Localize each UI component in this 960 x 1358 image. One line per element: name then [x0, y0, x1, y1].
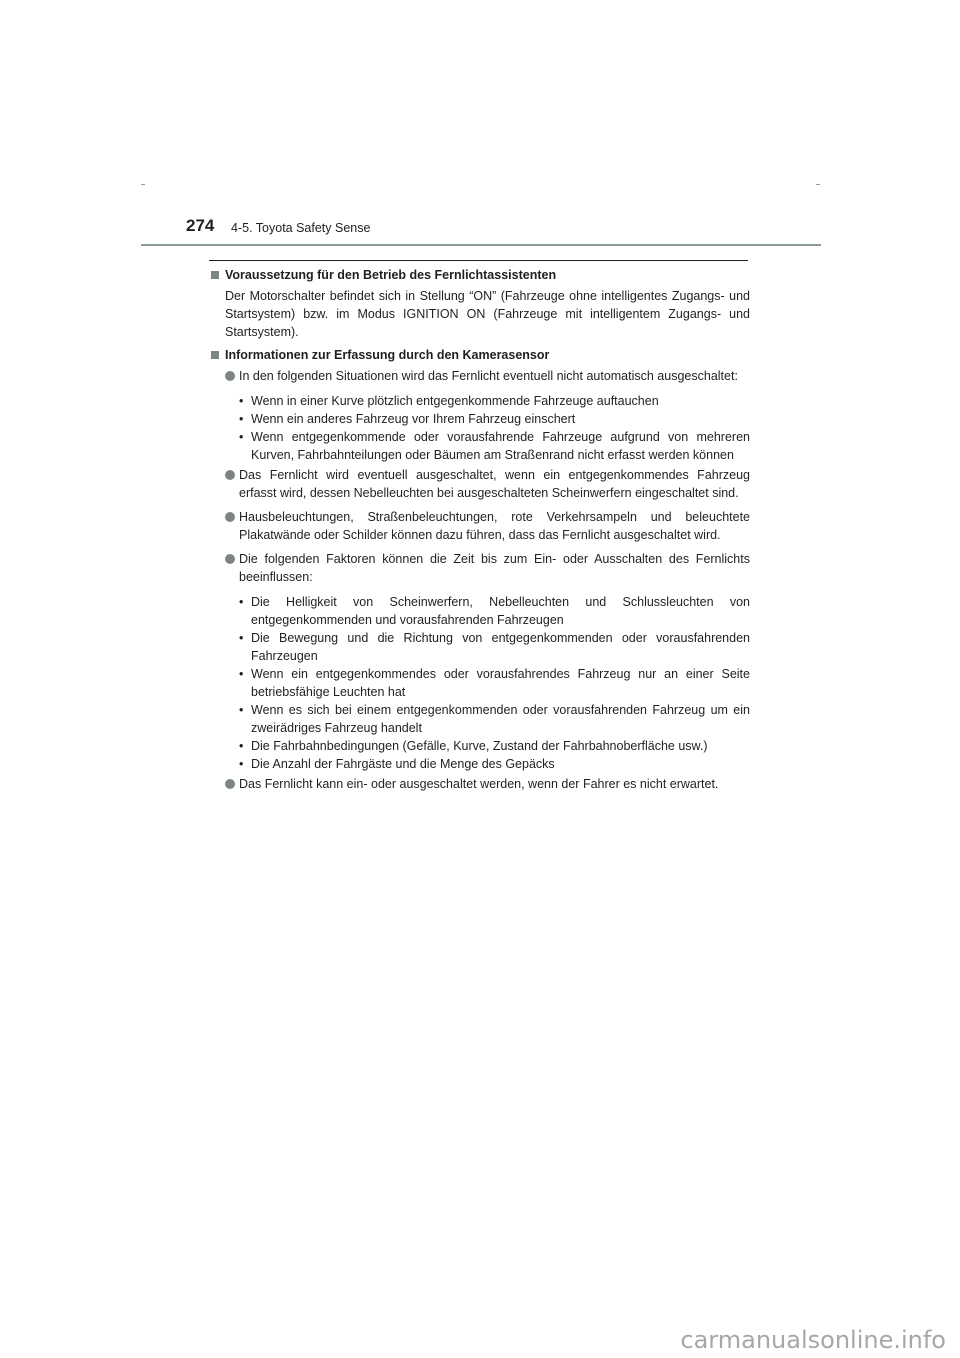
circle-bullet-icon: [225, 371, 235, 381]
circle-bullet-icon: [225, 512, 235, 522]
header-rule: [141, 244, 821, 246]
sub-list-item: • Wenn entgegenkommende oder vorausfahrende Fahrzeuge aufgrund von mehreren Kurven, Fahrbahnteilungen oder Bäumen am Straßenrand nicht erfasst werden können: [239, 430, 750, 462]
sub-item-text: Wenn entgegenkommende oder vorausfahrende Fahrzeuge aufgrund von mehreren Kurven, Fahrbahnteilungen oder Bäumen am Straßenrand nicht erfasst werden können: [251, 430, 750, 462]
square-bullet-icon: [211, 351, 219, 359]
sub-item-text: Die Anzahl der Fahrgäste und die Menge des Gepäcks: [251, 757, 555, 771]
watermark: carmanualsonline.info: [680, 1326, 946, 1354]
square-bullet-icon: [211, 271, 219, 279]
item-text: Hausbeleuchtungen, Straßenbeleuchtungen, rote Verkehrsampeln und beleuchtete Plakatwände oder Schilder können dazu führen, dass das Fernlicht ausgeschaltet wird.: [239, 510, 750, 542]
section-heading-kamerasensor: [209, 346, 750, 364]
crop-mark-left: [141, 184, 145, 185]
circle-bullet-icon: [225, 554, 235, 564]
item-text: Das Fernlicht kann ein- oder ausgeschaltet werden, wenn der Fahrer es nicht erwartet.: [239, 777, 719, 791]
item-text: Die folgenden Faktoren können die Zeit bis zum Ein- oder Ausschalten des Fernlichts beeinflussen:: [239, 552, 750, 584]
heading-text: Informationen zur Erfassung durch den Kamerasensor: [225, 348, 550, 362]
sub-list: [209, 593, 750, 773]
sub-item-text: Wenn es sich bei einem entgegenkommenden oder vorausfahrenden Fahrzeug um ein zweirädriges Fahrzeug handelt: [251, 703, 750, 735]
sub-item-text: Die Fahrbahnbedingungen (Gefälle, Kurve, Zustand der Fahrbahnoberfläche usw.): [251, 739, 708, 753]
sub-list-item: • Wenn ein entgegenkommendes oder vorausfahrendes Fahrzeug nur an einer Seite betriebsfähige Leuchten hat: [239, 667, 750, 699]
crop-mark-right: [816, 184, 820, 185]
list-item: [209, 508, 750, 544]
sub-list-item: • Wenn es sich bei einem entgegenkommenden oder vorausfahrenden Fahrzeug um ein zweirädriges Fahrzeug handelt: [239, 703, 750, 735]
sub-item-text: Die Helligkeit von Scheinwerfern, Nebelleuchten und Schlussleuchten von entgegenkommenden und vorausfahrenden Fahrzeugen: [251, 595, 750, 627]
list-item: [209, 466, 750, 502]
section-paragraph: Der Motorschalter befindet sich in Stellung “ON” (Fahrzeuge ohne intelligentes Zugangs- und Startsystem) bzw. im Modus IGNITION ON (Fahrzeuge mit intelligentem Zugangs- und Startsystem).: [225, 289, 750, 339]
sub-list-item: • Die Helligkeit von Scheinwerfern, Nebelleuchten und Schlussleuchten von entgegenkommenden und vorausfahrenden Fahrzeugen: [239, 595, 750, 627]
sub-list-item: • Wenn ein anderes Fahrzeug vor Ihrem Fahrzeug einschert: [239, 412, 576, 426]
list-item: [209, 775, 750, 793]
list-item: [209, 550, 750, 586]
sub-list-item: • Die Anzahl der Fahrgäste und die Menge des Gepäcks: [239, 757, 555, 771]
heading-text: Voraussetzung für den Betrieb des Fernlichtassistenten: [225, 268, 557, 282]
sub-list-item: • Die Bewegung und die Richtung von entgegenkommenden oder vorausfahrenden Fahrzeugen: [239, 631, 750, 663]
item-text: In den folgenden Situationen wird das Fernlicht eventuell nicht automatisch ausgeschaltet:: [239, 369, 738, 383]
section-title: 4-5. Toyota Safety Sense: [231, 221, 371, 235]
page-number: 274: [186, 216, 215, 235]
content: [209, 266, 750, 797]
list-item: [209, 367, 750, 385]
sub-list: [209, 392, 750, 464]
content-top-rule: [209, 260, 748, 261]
sub-item-text: Wenn ein entgegenkommendes oder vorausfahrendes Fahrzeug nur an einer Seite betriebsfähige Leuchten hat: [251, 667, 750, 699]
section-heading-betrieb: [209, 266, 750, 284]
item-text: Das Fernlicht wird eventuell ausgeschaltet, wenn ein entgegenkommendes Fahrzeug erfasst wird, dessen Nebelleuchten bei ausgeschalteten Scheinwerfern eingeschaltet sind.: [239, 468, 750, 500]
sub-item-text: Die Bewegung und die Richtung von entgegenkommenden oder vorausfahrenden Fahrzeugen: [251, 631, 750, 663]
circle-bullet-icon: [225, 779, 235, 789]
sub-list-item: • Wenn in einer Kurve plötzlich entgegenkommende Fahrzeuge auftauchen: [239, 394, 659, 408]
circle-bullet-icon: [225, 470, 235, 480]
sub-item-text: Wenn ein anderes Fahrzeug vor Ihrem Fahrzeug einschert: [251, 412, 576, 426]
sub-list-item: • Die Fahrbahnbedingungen (Gefälle, Kurve, Zustand der Fahrbahnoberfläche usw.): [239, 739, 708, 753]
sub-item-text: Wenn in einer Kurve plötzlich entgegenkommende Fahrzeuge auftauchen: [251, 394, 659, 408]
